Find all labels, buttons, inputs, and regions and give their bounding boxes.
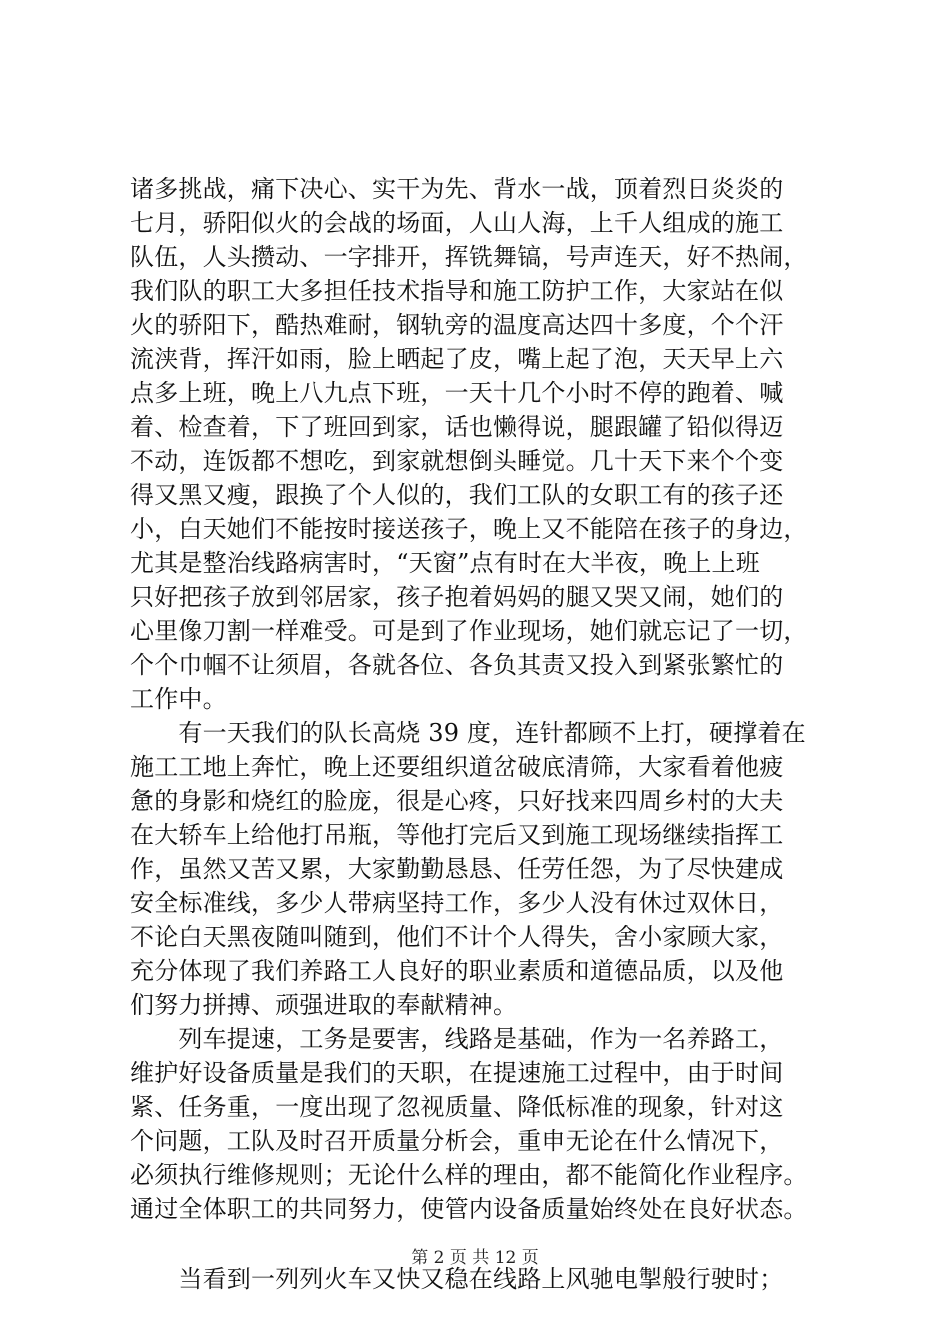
page-footer: 第 2 页 共 12 页: [411, 1248, 539, 1268]
text-line: 个个巾帼不让须眉，各就各位、各负其责又投入到紧张繁忙的: [130, 651, 784, 679]
text-line: 工作中。: [130, 685, 227, 713]
text-line: 紧、任务重，一度出现了忽视质量、降低标准的现象，针对这: [130, 1093, 784, 1121]
text-line: 流浃背，挥汗如雨，脸上晒起了皮，嘴上起了泡，天天早上六: [130, 345, 784, 373]
text-line: 着、检查着，下了班回到家，话也懒得说，腿跟罐了铅似得迈: [130, 413, 784, 441]
text-line: 在大轿车上给他打吊瓶，等他打完后又到施工现场继续指挥工: [130, 821, 784, 849]
text-line: 小，白天她们不能按时接送孩子，晚上又不能陪在孩子的身边，: [130, 515, 808, 543]
text-line: 我们队的职工大多担任技术指导和施工防护工作，大家站在似: [130, 277, 784, 305]
text-line: 诸多挑战，痛下决心、实干为先、背水一战，顶着烈日炎炎的: [130, 175, 784, 203]
text-line: 充分体现了我们养路工人良好的职业素质和道德品质，以及他: [130, 957, 784, 985]
text-line: 七月，骄阳似火的会战的场面，人山人海，上千人组成的施工: [130, 209, 784, 237]
text-line: 安全标准线，多少人带病坚持工作，多少人没有休过双休日，: [130, 889, 784, 917]
text-line: 火的骄阳下，酷热难耐，钢轨旁的温度高达四十多度，个个汗: [130, 311, 784, 339]
text-line: 必须执行维修规则；无论什么样的理由，都不能简化作业程序。: [130, 1161, 808, 1189]
text-line: 施工工地上奔忙，晚上还要组织道岔破底清筛，大家看着他疲: [130, 753, 784, 781]
text-line: 得又黑又瘦，跟换了个人似的，我们工队的女职工有的孩子还: [130, 481, 784, 509]
text-line: 个问题，工队及时召开质量分析会，重申无论在什么情况下，: [130, 1127, 784, 1155]
text-line: 惫的身影和烧红的脸庞，很是心疼，只好找来四周乡村的大夫: [130, 787, 784, 815]
text-line: 维护好设备质量是我们的天职，在提速施工过程中，由于时间: [130, 1059, 784, 1087]
text-line: 当看到一列列火车又快又稳在线路上风驰电掣般行驶时；: [130, 1265, 784, 1293]
text-line: 心里像刀割一样难受。可是到了作业现场，她们就忘记了一切，: [130, 617, 808, 645]
text-line: 列车提速，工务是要害，线路是基础，作为一名养路工，: [130, 1025, 784, 1053]
text-line: 通过全体职工的共同努力，使管内设备质量始终处在良好状态。: [130, 1195, 808, 1223]
text-line: 作，虽然又苦又累，大家勤勤恳恳、任劳任怨，为了尽快建成: [130, 855, 784, 883]
text-line: 们努力拼搏、顽强进取的奉献精神。: [130, 991, 518, 1019]
text-line: 有一天我们的队长高烧 39 度，连针都顾不上打，硬撑着在: [130, 719, 806, 747]
text-line: 只好把孩子放到邻居家，孩子抱着妈妈的腿又哭又闹，她们的: [130, 583, 784, 611]
text-line: 尤其是整治线路病害时，“天窗”点有时在大半夜，晚上上班: [130, 549, 760, 577]
text-line: 点多上班，晚上八九点下班，一天十几个小时不停的跑着、喊: [130, 379, 784, 407]
text-line: 不论白天黑夜随叫随到，他们不计个人得失，舍小家顾大家，: [130, 923, 784, 951]
document-body: [130, 172, 830, 1296]
text-line: 不动，连饭都不想吃，到家就想倒头睡觉。几十天下来个个变: [130, 447, 784, 475]
text-line: 队伍，人头攒动、一字排开，挥铣舞镐，号声连天，好不热闹，: [130, 243, 808, 271]
